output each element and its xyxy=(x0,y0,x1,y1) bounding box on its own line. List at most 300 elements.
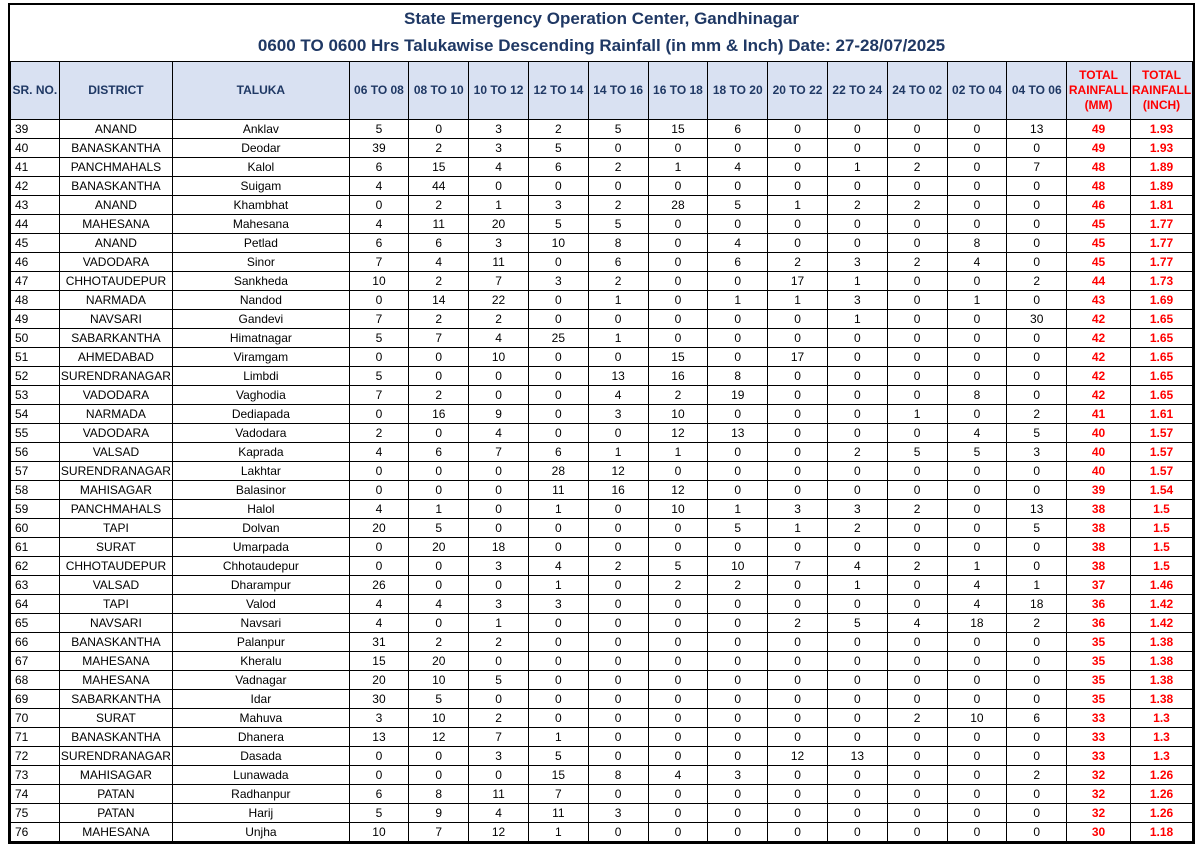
cell-08-to-10: 2 xyxy=(409,386,469,405)
cell-district: CHHOTAUDEPUR xyxy=(59,557,173,576)
cell-16-to-18: 28 xyxy=(648,196,708,215)
cell-sr-no: 61 xyxy=(11,538,60,557)
cell-02-to-04: 0 xyxy=(947,158,1007,177)
table-row xyxy=(11,348,1193,367)
cell-04-to-06: 0 xyxy=(1007,215,1067,234)
cell-22-to-24: 2 xyxy=(827,196,887,215)
cell-04-to-06: 3 xyxy=(1007,443,1067,462)
cell-12-to-14: 0 xyxy=(528,652,588,671)
cell-20-to-22: 2 xyxy=(768,614,828,633)
cell-08-to-10: 0 xyxy=(409,367,469,386)
cell-04-to-06: 0 xyxy=(1007,652,1067,671)
cell-02-to-04: 0 xyxy=(947,405,1007,424)
cell-taluka: Balasinor xyxy=(173,481,349,500)
cell-total-mm: 42 xyxy=(1067,348,1131,367)
cell-district: MAHESANA xyxy=(59,652,173,671)
cell-10-to-12: 7 xyxy=(469,272,529,291)
cell-14-to-16: 0 xyxy=(588,690,648,709)
cell-02-to-04: 8 xyxy=(947,234,1007,253)
cell-18-to-20: 1 xyxy=(708,291,768,310)
cell-06-to-08: 4 xyxy=(349,595,409,614)
cell-08-to-10: 0 xyxy=(409,766,469,785)
cell-taluka: Suigam xyxy=(173,177,349,196)
cell-24-to-02: 0 xyxy=(887,823,947,842)
table-row xyxy=(11,595,1193,614)
cell-08-to-10: 5 xyxy=(409,519,469,538)
cell-20-to-22: 0 xyxy=(768,766,828,785)
table-row xyxy=(11,215,1193,234)
cell-20-to-22: 0 xyxy=(768,177,828,196)
cell-20-to-22: 0 xyxy=(768,538,828,557)
cell-20-to-22: 0 xyxy=(768,424,828,443)
cell-district: BANASKANTHA xyxy=(59,177,173,196)
cell-04-to-06: 0 xyxy=(1007,348,1067,367)
cell-04-to-06: 0 xyxy=(1007,177,1067,196)
cell-total-inch: 1.38 xyxy=(1130,671,1192,690)
cell-04-to-06: 0 xyxy=(1007,557,1067,576)
cell-16-to-18: 0 xyxy=(648,139,708,158)
table-row xyxy=(11,652,1193,671)
cell-total-inch: 1.89 xyxy=(1130,158,1192,177)
cell-06-to-08: 6 xyxy=(349,158,409,177)
cell-total-mm: 32 xyxy=(1067,785,1131,804)
cell-total-inch: 1.26 xyxy=(1130,804,1192,823)
cell-18-to-20: 8 xyxy=(708,367,768,386)
cell-02-to-04: 4 xyxy=(947,424,1007,443)
cell-total-mm: 42 xyxy=(1067,329,1131,348)
cell-sr-no: 66 xyxy=(11,633,60,652)
cell-02-to-04: 0 xyxy=(947,329,1007,348)
cell-04-to-06: 0 xyxy=(1007,671,1067,690)
cell-14-to-16: 0 xyxy=(588,177,648,196)
cell-24-to-02: 0 xyxy=(887,519,947,538)
cell-16-to-18: 0 xyxy=(648,747,708,766)
cell-taluka: Mahuva xyxy=(173,709,349,728)
cell-18-to-20: 0 xyxy=(708,747,768,766)
cell-total-inch: 1.93 xyxy=(1130,139,1192,158)
cell-02-to-04: 4 xyxy=(947,595,1007,614)
cell-24-to-02: 0 xyxy=(887,576,947,595)
cell-02-to-04: 0 xyxy=(947,272,1007,291)
cell-22-to-24: 3 xyxy=(827,291,887,310)
cell-04-to-06: 0 xyxy=(1007,253,1067,272)
cell-02-to-04: 0 xyxy=(947,177,1007,196)
cell-24-to-02: 2 xyxy=(887,196,947,215)
cell-08-to-10: 0 xyxy=(409,557,469,576)
cell-04-to-06: 0 xyxy=(1007,633,1067,652)
cell-06-to-08: 0 xyxy=(349,348,409,367)
cell-taluka: Chhotaudepur xyxy=(173,557,349,576)
cell-total-inch: 1.77 xyxy=(1130,253,1192,272)
cell-04-to-06: 6 xyxy=(1007,709,1067,728)
cell-08-to-10: 2 xyxy=(409,633,469,652)
cell-16-to-18: 0 xyxy=(648,595,708,614)
cell-14-to-16: 5 xyxy=(588,120,648,139)
cell-taluka: Anklav xyxy=(173,120,349,139)
table-row xyxy=(11,747,1193,766)
cell-08-to-10: 16 xyxy=(409,405,469,424)
cell-total-inch: 1.3 xyxy=(1130,709,1192,728)
cell-22-to-24: 1 xyxy=(827,310,887,329)
cell-total-inch: 1.5 xyxy=(1130,557,1192,576)
cell-total-mm: 33 xyxy=(1067,747,1131,766)
cell-08-to-10: 2 xyxy=(409,139,469,158)
cell-24-to-02: 0 xyxy=(887,234,947,253)
table-row xyxy=(11,386,1193,405)
cell-08-to-10: 0 xyxy=(409,576,469,595)
cell-18-to-20: 5 xyxy=(708,519,768,538)
cell-sr-no: 67 xyxy=(11,652,60,671)
table-row xyxy=(11,671,1193,690)
cell-16-to-18: 4 xyxy=(648,766,708,785)
cell-20-to-22: 3 xyxy=(768,500,828,519)
cell-18-to-20: 2 xyxy=(708,576,768,595)
cell-sr-no: 41 xyxy=(11,158,60,177)
cell-taluka: Kaprada xyxy=(173,443,349,462)
cell-sr-no: 58 xyxy=(11,481,60,500)
cell-sr-no: 68 xyxy=(11,671,60,690)
cell-18-to-20: 0 xyxy=(708,614,768,633)
cell-total-inch: 1.61 xyxy=(1130,405,1192,424)
cell-12-to-14: 0 xyxy=(528,253,588,272)
table-row xyxy=(11,291,1193,310)
cell-04-to-06: 0 xyxy=(1007,747,1067,766)
cell-10-to-12: 0 xyxy=(469,576,529,595)
cell-total-inch: 1.57 xyxy=(1130,424,1192,443)
cell-16-to-18: 0 xyxy=(648,272,708,291)
cell-16-to-18: 0 xyxy=(648,291,708,310)
cell-24-to-02: 0 xyxy=(887,120,947,139)
cell-total-inch: 1.26 xyxy=(1130,785,1192,804)
cell-10-to-12: 0 xyxy=(469,690,529,709)
cell-sr-no: 71 xyxy=(11,728,60,747)
cell-10-to-12: 11 xyxy=(469,253,529,272)
cell-total-inch: 1.26 xyxy=(1130,766,1192,785)
cell-12-to-14: 2 xyxy=(528,120,588,139)
cell-sr-no: 72 xyxy=(11,747,60,766)
cell-16-to-18: 0 xyxy=(648,709,708,728)
cell-district: VADODARA xyxy=(59,386,173,405)
cell-12-to-14: 10 xyxy=(528,234,588,253)
cell-10-to-12: 4 xyxy=(469,424,529,443)
cell-20-to-22: 0 xyxy=(768,329,828,348)
cell-taluka: Dharampur xyxy=(173,576,349,595)
cell-district: MAHISAGAR xyxy=(59,481,173,500)
cell-sr-no: 53 xyxy=(11,386,60,405)
cell-20-to-22: 1 xyxy=(768,291,828,310)
cell-sr-no: 62 xyxy=(11,557,60,576)
cell-taluka: Himatnagar xyxy=(173,329,349,348)
cell-20-to-22: 0 xyxy=(768,652,828,671)
cell-22-to-24: 0 xyxy=(827,728,887,747)
cell-18-to-20: 0 xyxy=(708,804,768,823)
cell-08-to-10: 11 xyxy=(409,215,469,234)
cell-10-to-12: 5 xyxy=(469,671,529,690)
cell-16-to-18: 0 xyxy=(648,652,708,671)
cell-12-to-14: 0 xyxy=(528,367,588,386)
cell-22-to-24: 0 xyxy=(827,139,887,158)
col-header-04-to-06: 04 TO 06 xyxy=(1007,62,1067,120)
cell-10-to-12: 3 xyxy=(469,747,529,766)
cell-12-to-14: 5 xyxy=(528,215,588,234)
cell-sr-no: 59 xyxy=(11,500,60,519)
cell-10-to-12: 0 xyxy=(469,652,529,671)
cell-total-inch: 1.3 xyxy=(1130,747,1192,766)
cell-sr-no: 74 xyxy=(11,785,60,804)
cell-taluka: Kalol xyxy=(173,158,349,177)
table-row xyxy=(11,367,1193,386)
cell-total-inch: 1.38 xyxy=(1130,633,1192,652)
cell-06-to-08: 0 xyxy=(349,405,409,424)
cell-08-to-10: 0 xyxy=(409,348,469,367)
cell-total-mm: 38 xyxy=(1067,519,1131,538)
col-header-12-to-14: 12 TO 14 xyxy=(528,62,588,120)
cell-total-mm: 30 xyxy=(1067,823,1131,842)
cell-02-to-04: 0 xyxy=(947,120,1007,139)
cell-district: PANCHMAHALS xyxy=(59,158,173,177)
cell-02-to-04: 0 xyxy=(947,747,1007,766)
cell-10-to-12: 2 xyxy=(469,709,529,728)
cell-14-to-16: 0 xyxy=(588,823,648,842)
cell-12-to-14: 5 xyxy=(528,139,588,158)
cell-total-mm: 38 xyxy=(1067,500,1131,519)
cell-22-to-24: 0 xyxy=(827,595,887,614)
cell-24-to-02: 2 xyxy=(887,557,947,576)
cell-20-to-22: 0 xyxy=(768,823,828,842)
col-header-10-to-12: 10 TO 12 xyxy=(469,62,529,120)
cell-08-to-10: 7 xyxy=(409,823,469,842)
cell-06-to-08: 0 xyxy=(349,538,409,557)
cell-district: SURENDRANAGAR xyxy=(59,367,173,386)
cell-02-to-04: 0 xyxy=(947,481,1007,500)
cell-16-to-18: 0 xyxy=(648,728,708,747)
cell-sr-no: 50 xyxy=(11,329,60,348)
table-row xyxy=(11,576,1193,595)
cell-total-inch: 1.77 xyxy=(1130,215,1192,234)
cell-10-to-12: 0 xyxy=(469,177,529,196)
cell-10-to-12: 1 xyxy=(469,614,529,633)
cell-taluka: Radhanpur xyxy=(173,785,349,804)
cell-total-mm: 36 xyxy=(1067,614,1131,633)
cell-02-to-04: 0 xyxy=(947,519,1007,538)
cell-18-to-20: 13 xyxy=(708,424,768,443)
cell-08-to-10: 10 xyxy=(409,671,469,690)
cell-sr-no: 73 xyxy=(11,766,60,785)
cell-16-to-18: 12 xyxy=(648,481,708,500)
cell-06-to-08: 26 xyxy=(349,576,409,595)
cell-08-to-10: 9 xyxy=(409,804,469,823)
cell-district: MAHESANA xyxy=(59,671,173,690)
cell-20-to-22: 0 xyxy=(768,709,828,728)
cell-12-to-14: 25 xyxy=(528,329,588,348)
cell-18-to-20: 4 xyxy=(708,234,768,253)
cell-08-to-10: 5 xyxy=(409,690,469,709)
cell-18-to-20: 0 xyxy=(708,671,768,690)
cell-16-to-18: 16 xyxy=(648,367,708,386)
cell-12-to-14: 3 xyxy=(528,272,588,291)
cell-24-to-02: 0 xyxy=(887,177,947,196)
cell-10-to-12: 12 xyxy=(469,823,529,842)
cell-sr-no: 48 xyxy=(11,291,60,310)
cell-16-to-18: 0 xyxy=(648,633,708,652)
cell-14-to-16: 2 xyxy=(588,158,648,177)
cell-12-to-14: 4 xyxy=(528,557,588,576)
cell-18-to-20: 0 xyxy=(708,329,768,348)
cell-sr-no: 56 xyxy=(11,443,60,462)
cell-total-inch: 1.38 xyxy=(1130,690,1192,709)
cell-district: VADODARA xyxy=(59,253,173,272)
cell-24-to-02: 0 xyxy=(887,481,947,500)
cell-14-to-16: 1 xyxy=(588,291,648,310)
cell-24-to-02: 0 xyxy=(887,386,947,405)
cell-06-to-08: 30 xyxy=(349,690,409,709)
cell-district: SURENDRANAGAR xyxy=(59,747,173,766)
cell-taluka: Harij xyxy=(173,804,349,823)
cell-18-to-20: 0 xyxy=(708,215,768,234)
cell-20-to-22: 0 xyxy=(768,386,828,405)
table-row xyxy=(11,443,1193,462)
cell-10-to-12: 3 xyxy=(469,120,529,139)
cell-06-to-08: 0 xyxy=(349,747,409,766)
cell-taluka: Lakhtar xyxy=(173,462,349,481)
cell-18-to-20: 0 xyxy=(708,177,768,196)
cell-18-to-20: 5 xyxy=(708,196,768,215)
cell-24-to-02: 0 xyxy=(887,785,947,804)
table-row xyxy=(11,120,1193,139)
cell-10-to-12: 20 xyxy=(469,215,529,234)
cell-24-to-02: 4 xyxy=(887,614,947,633)
cell-total-mm: 32 xyxy=(1067,766,1131,785)
cell-24-to-02: 0 xyxy=(887,595,947,614)
cell-18-to-20: 10 xyxy=(708,557,768,576)
cell-sr-no: 60 xyxy=(11,519,60,538)
cell-04-to-06: 0 xyxy=(1007,234,1067,253)
cell-20-to-22: 0 xyxy=(768,804,828,823)
cell-sr-no: 70 xyxy=(11,709,60,728)
cell-20-to-22: 0 xyxy=(768,139,828,158)
cell-taluka: Lunawada xyxy=(173,766,349,785)
cell-22-to-24: 0 xyxy=(827,120,887,139)
cell-16-to-18: 10 xyxy=(648,405,708,424)
cell-district: SABARKANTHA xyxy=(59,690,173,709)
cell-total-mm: 44 xyxy=(1067,272,1131,291)
cell-16-to-18: 0 xyxy=(648,234,708,253)
col-header-district: DISTRICT xyxy=(59,62,173,120)
cell-16-to-18: 0 xyxy=(648,215,708,234)
cell-12-to-14: 0 xyxy=(528,310,588,329)
cell-22-to-24: 0 xyxy=(827,405,887,424)
cell-sr-no: 45 xyxy=(11,234,60,253)
cell-04-to-06: 18 xyxy=(1007,595,1067,614)
cell-24-to-02: 2 xyxy=(887,709,947,728)
col-header-24-to-02: 24 TO 02 xyxy=(887,62,947,120)
cell-total-mm: 46 xyxy=(1067,196,1131,215)
cell-16-to-18: 15 xyxy=(648,348,708,367)
cell-22-to-24: 0 xyxy=(827,538,887,557)
cell-22-to-24: 0 xyxy=(827,690,887,709)
cell-16-to-18: 0 xyxy=(648,538,708,557)
cell-14-to-16: 0 xyxy=(588,633,648,652)
cell-total-mm: 35 xyxy=(1067,671,1131,690)
cell-district: ANAND xyxy=(59,196,173,215)
cell-total-mm: 39 xyxy=(1067,481,1131,500)
cell-sr-no: 40 xyxy=(11,139,60,158)
cell-sr-no: 63 xyxy=(11,576,60,595)
cell-02-to-04: 5 xyxy=(947,443,1007,462)
cell-sr-no: 42 xyxy=(11,177,60,196)
cell-10-to-12: 4 xyxy=(469,329,529,348)
cell-24-to-02: 0 xyxy=(887,272,947,291)
cell-18-to-20: 0 xyxy=(708,652,768,671)
cell-20-to-22: 2 xyxy=(768,253,828,272)
cell-20-to-22: 0 xyxy=(768,234,828,253)
cell-12-to-14: 28 xyxy=(528,462,588,481)
cell-16-to-18: 1 xyxy=(648,443,708,462)
cell-20-to-22: 0 xyxy=(768,462,828,481)
cell-14-to-16: 0 xyxy=(588,500,648,519)
cell-total-inch: 1.65 xyxy=(1130,367,1192,386)
cell-04-to-06: 0 xyxy=(1007,367,1067,386)
cell-22-to-24: 0 xyxy=(827,481,887,500)
cell-total-mm: 37 xyxy=(1067,576,1131,595)
cell-20-to-22: 0 xyxy=(768,443,828,462)
cell-22-to-24: 0 xyxy=(827,766,887,785)
cell-22-to-24: 1 xyxy=(827,576,887,595)
cell-total-mm: 40 xyxy=(1067,424,1131,443)
cell-14-to-16: 0 xyxy=(588,785,648,804)
cell-22-to-24: 3 xyxy=(827,500,887,519)
cell-sr-no: 43 xyxy=(11,196,60,215)
cell-18-to-20: 0 xyxy=(708,538,768,557)
cell-06-to-08: 4 xyxy=(349,443,409,462)
cell-sr-no: 64 xyxy=(11,595,60,614)
cell-total-mm: 38 xyxy=(1067,538,1131,557)
cell-22-to-24: 1 xyxy=(827,272,887,291)
cell-18-to-20: 0 xyxy=(708,709,768,728)
cell-10-to-12: 2 xyxy=(469,310,529,329)
cell-14-to-16: 0 xyxy=(588,310,648,329)
table-row xyxy=(11,272,1193,291)
cell-02-to-04: 0 xyxy=(947,196,1007,215)
cell-20-to-22: 0 xyxy=(768,158,828,177)
cell-total-inch: 1.57 xyxy=(1130,443,1192,462)
cell-24-to-02: 0 xyxy=(887,690,947,709)
cell-total-inch: 1.18 xyxy=(1130,823,1192,842)
cell-total-inch: 1.65 xyxy=(1130,348,1192,367)
cell-06-to-08: 10 xyxy=(349,823,409,842)
cell-06-to-08: 20 xyxy=(349,671,409,690)
cell-taluka: Khambhat xyxy=(173,196,349,215)
cell-18-to-20: 0 xyxy=(708,595,768,614)
cell-taluka: Vadodara xyxy=(173,424,349,443)
cell-22-to-24: 0 xyxy=(827,709,887,728)
cell-20-to-22: 0 xyxy=(768,367,828,386)
cell-total-inch: 1.38 xyxy=(1130,652,1192,671)
cell-total-inch: 1.65 xyxy=(1130,310,1192,329)
cell-22-to-24: 0 xyxy=(827,215,887,234)
table-row xyxy=(11,405,1193,424)
cell-12-to-14: 0 xyxy=(528,348,588,367)
cell-taluka: Dediapada xyxy=(173,405,349,424)
cell-12-to-14: 0 xyxy=(528,671,588,690)
cell-total-inch: 1.77 xyxy=(1130,234,1192,253)
cell-24-to-02: 2 xyxy=(887,253,947,272)
cell-06-to-08: 0 xyxy=(349,766,409,785)
cell-18-to-20: 6 xyxy=(708,253,768,272)
cell-district: SURAT xyxy=(59,709,173,728)
cell-06-to-08: 7 xyxy=(349,253,409,272)
cell-02-to-04: 0 xyxy=(947,804,1007,823)
